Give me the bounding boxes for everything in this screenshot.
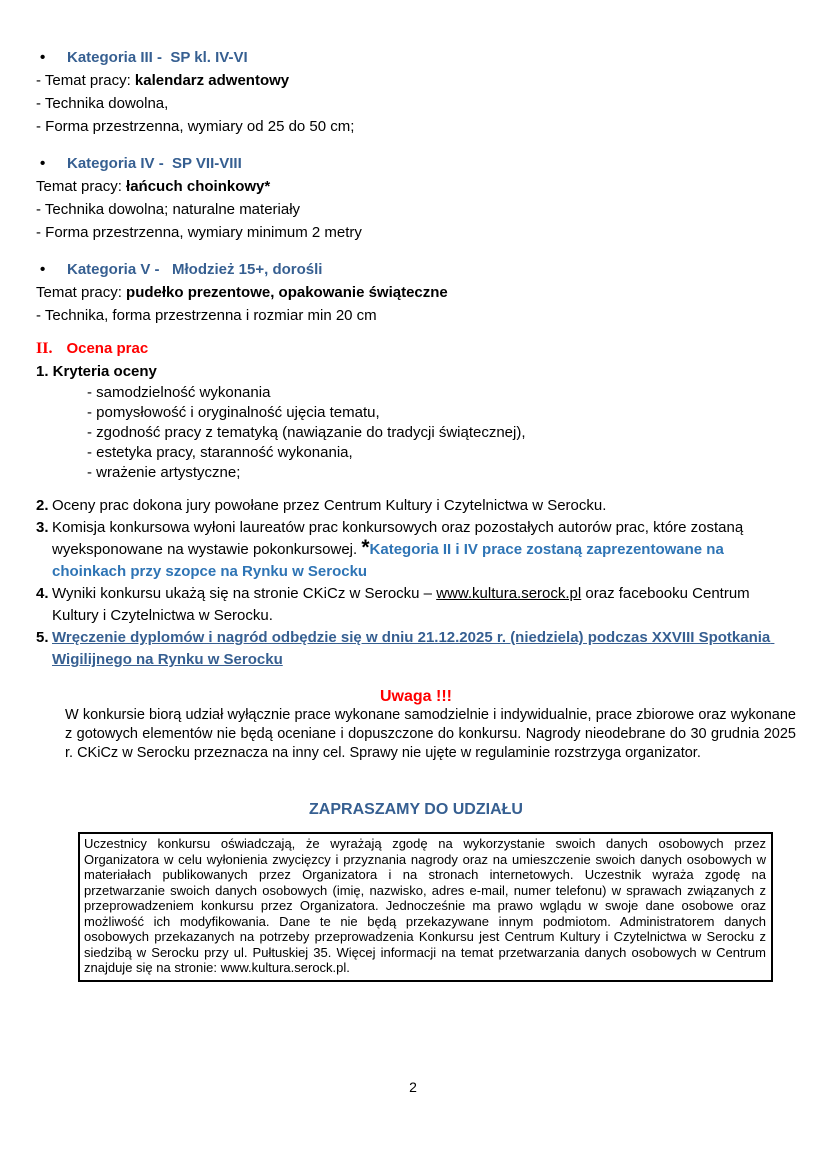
ceremony-link[interactable]: Wręczenie dyplomów i nagród odbędzie się w dniu 21.12.2025 r. (niedziela) podczas XXVIII Spotkania Wigilijnego na Rynku w Serocku: [52, 629, 775, 668]
item-number: 5.: [36, 629, 49, 646]
item-4-pre-text: Wyniki konkursu ukażą się na stronie CKiCz w Serocku –: [52, 585, 437, 602]
section-2-heading: [36, 337, 796, 360]
item-4-post-text: oraz facebooku Centrum Kultury i Czytelnictwa w Serocku.: [52, 585, 754, 624]
category-section-5: [36, 258, 796, 327]
bullet-icon: •: [40, 155, 46, 172]
category-5-heading-line: [36, 258, 796, 281]
category-section-3: [36, 46, 796, 138]
notice-heading: Uwaga !!!: [380, 688, 452, 705]
consent-statement-box: Uczestnicy konkursu oświadczają, że wyrażają zgodę na wykorzystanie swoich danych osobowych przez Organizatora w celu wyłonienia zwycięzcy i przyznania nagrody oraz na umieszczenie swoich danych osobowych w materiałach publikowanych przez Organizatora i na stronach internetowych. Uczestnik wyraża zgodę na przetwarzanie swoich danych osobowych (imię, nazwisko, adres e-mail, numer telefonu) w sprawach związanych z przeprowadzeniem konkursu przez Organizatora. Jednocześnie ma prawo wglądu w swoje dane osobowe oraz możliwość ich modyfikowania. Dane te nie będą przekazywane innym podmiotom. Administratorem danych osobowych przekazanych na potrzeby przeprowadzenia Konkursu jest Centrum Kultury i Czytelnictwa w Serocku z siedzibą w Serocku przy ul. Pułtuskiej 35. Więcej informacji na temat przetwarzania danych osobowych w Centrum znajduje się na stronie: www.kultura.serock.pl.: [78, 832, 773, 982]
criteria-item: - estetyka pracy, staranność wykonania,: [87, 444, 353, 461]
bullet-icon: •: [40, 49, 46, 66]
section-2-title: Ocena prac: [66, 340, 149, 357]
category-5-topic-line: [36, 281, 796, 304]
item-3-main-text: Komisja konkursowa wyłoni laureatów prac konkursowych oraz pozostałych autorów prac, które zostaną wyeksponowane na wystawie pokonkursowej.: [52, 519, 748, 558]
notice-body: W konkursie biorą udział wyłącznie prace wykonane samodzielnie i indywidualnie, prace zbiorowe oraz wykonane z gotowych elementów nie będą oceniane i dopuszczone do konkursu. Nagrody nieodebrane do 30 grudnia 2025 r. CKiCz w Serocku przeznacza na inny cel. Sprawy nie ujęte w regulaminie rozstrzyga organizator.: [65, 707, 796, 761]
category-4-technique-line: - Technika dowolna; naturalne materiały: [36, 201, 301, 218]
list-item-2: [36, 495, 796, 517]
item-text: [52, 517, 796, 583]
category-4-heading: Kategoria IV - SP VII-VIII: [67, 155, 242, 172]
category-section-4: [36, 152, 796, 244]
item-number: 3.: [36, 519, 49, 536]
evaluation-section: [36, 337, 796, 483]
website-link[interactable]: www.kultura.serock.pl: [436, 585, 582, 602]
topic-value: łańcuch choinkowy*: [126, 178, 271, 195]
criteria-heading: 1. Kryteria oceny: [36, 363, 157, 380]
category-3-form-line: - Forma przestrzenna, wymiary od 25 do 50 cm;: [36, 118, 355, 135]
item-number: 2.: [36, 497, 49, 514]
invitation-heading: ZAPRASZAMY DO UDZIAŁU: [309, 801, 523, 818]
page-number: 2: [409, 1079, 417, 1095]
criteria-item: - samodzielność wykonania: [87, 384, 271, 401]
section-2-numeral: II.: [36, 340, 53, 357]
criteria-item: - wrażenie artystyczne;: [87, 464, 241, 481]
item-3-blue-note: Kategoria II i IV prace zostaną zaprezentowane na choinkach przy szopce na Rynku w Serocku: [52, 541, 728, 580]
criteria-list: [36, 383, 796, 483]
category-5-heading: Kategoria V - Młodzież 15+, dorośli: [67, 261, 323, 278]
category-3-heading-line: [36, 46, 796, 69]
topic-value: kalendarz adwentowy: [134, 72, 290, 89]
topic-value: pudełko prezentowe, opakowanie świąteczne: [126, 284, 448, 301]
category-4-topic-line: [36, 175, 796, 198]
rules-list: [36, 495, 796, 671]
criteria-item: - pomysłowość i oryginalność ujęcia tematu,: [87, 404, 380, 421]
category-4-form-line: - Forma przestrzenna, wymiary minimum 2 metry: [36, 224, 362, 241]
list-item-3: [36, 517, 796, 583]
topic-label: Temat pracy:: [36, 284, 127, 301]
asterisk-mark: *: [361, 536, 370, 559]
topic-label: - Temat pracy:: [36, 72, 135, 89]
category-5-technique-line: - Technika, forma przestrzenna i rozmiar min 20 cm: [36, 307, 377, 324]
bullet-icon: •: [40, 261, 46, 278]
list-item-5: [36, 627, 796, 671]
list-item-4: [36, 583, 796, 627]
criteria-item: - zgodność pracy z tematyką (nawiązanie do tradycji świątecznej),: [87, 424, 526, 441]
category-4-heading-line: [36, 152, 796, 175]
category-3-heading: Kategoria III - SP kl. IV-VI: [67, 49, 248, 66]
item-text: [52, 583, 796, 627]
item-text: Oceny prac dokona jury powołane przez Centrum Kultury i Czytelnictwa w Serocku.: [52, 497, 607, 514]
item-number: 4.: [36, 585, 49, 602]
category-3-technique-line: - Technika dowolna,: [36, 95, 169, 112]
category-3-topic-line: [36, 69, 796, 92]
topic-label: Temat pracy:: [36, 178, 127, 195]
